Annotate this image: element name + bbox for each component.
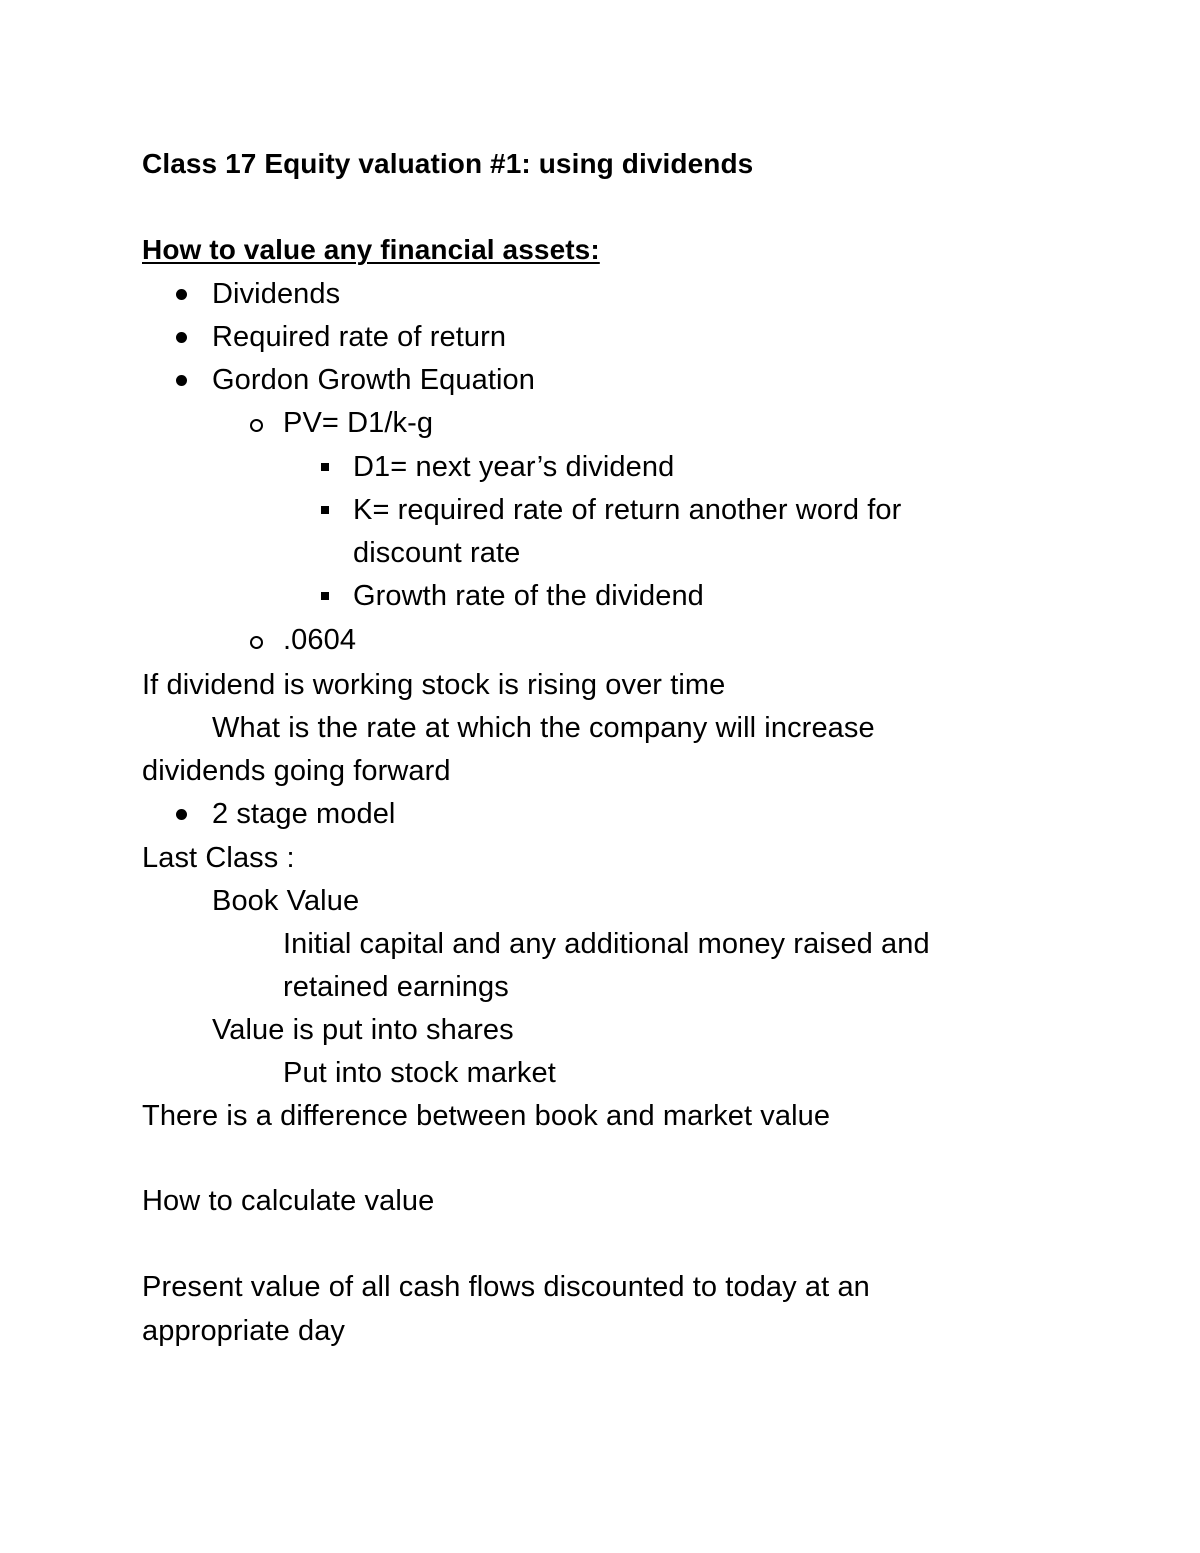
present-value-text: Present value of all cash flows discounted to today at an — [142, 1271, 870, 1303]
difference-text: There is a difference between book and market value — [142, 1100, 831, 1132]
how-calculate-text: How to calculate value — [142, 1185, 435, 1217]
paragraph-rising-stock: If dividend is working stock is rising over time — [142, 669, 726, 701]
formula-text: PV= D1/k-g — [283, 407, 434, 439]
paragraph-rate-question-continued: dividends going forward — [142, 755, 451, 787]
term-g: Growth rate of the dividend — [353, 580, 704, 612]
present-value-text-continued: appropriate day — [142, 1315, 346, 1347]
example-value: .0604 — [283, 624, 357, 656]
stock-market-text: Put into stock market — [283, 1057, 556, 1089]
bullet-item-two-stage: 2 stage model — [212, 798, 396, 830]
term-k-continued: discount rate — [353, 537, 521, 569]
book-value-description-continued: retained earnings — [283, 971, 509, 1003]
book-value-label: Book Value — [212, 885, 360, 917]
bullet-item-gordon: Gordon Growth Equation — [212, 364, 535, 396]
book-value-description: Initial capital and any additional money raised and — [283, 928, 930, 960]
bullet-item-dividends: Dividends — [212, 278, 341, 310]
term-k: K= required rate of return another word for — [353, 494, 902, 526]
paragraph-rate-question: What is the rate at which the company will increase — [212, 712, 875, 744]
bullet-item-required-rate: Required rate of return — [212, 321, 507, 353]
last-class-label: Last Class : — [142, 842, 295, 874]
section-heading: How to value any financial assets: — [142, 234, 600, 265]
term-d1: D1= next year’s dividend — [353, 451, 675, 483]
value-shares-text: Value is put into shares — [212, 1014, 514, 1046]
document-title: Class 17 Equity valuation #1: using dividends — [142, 148, 754, 179]
